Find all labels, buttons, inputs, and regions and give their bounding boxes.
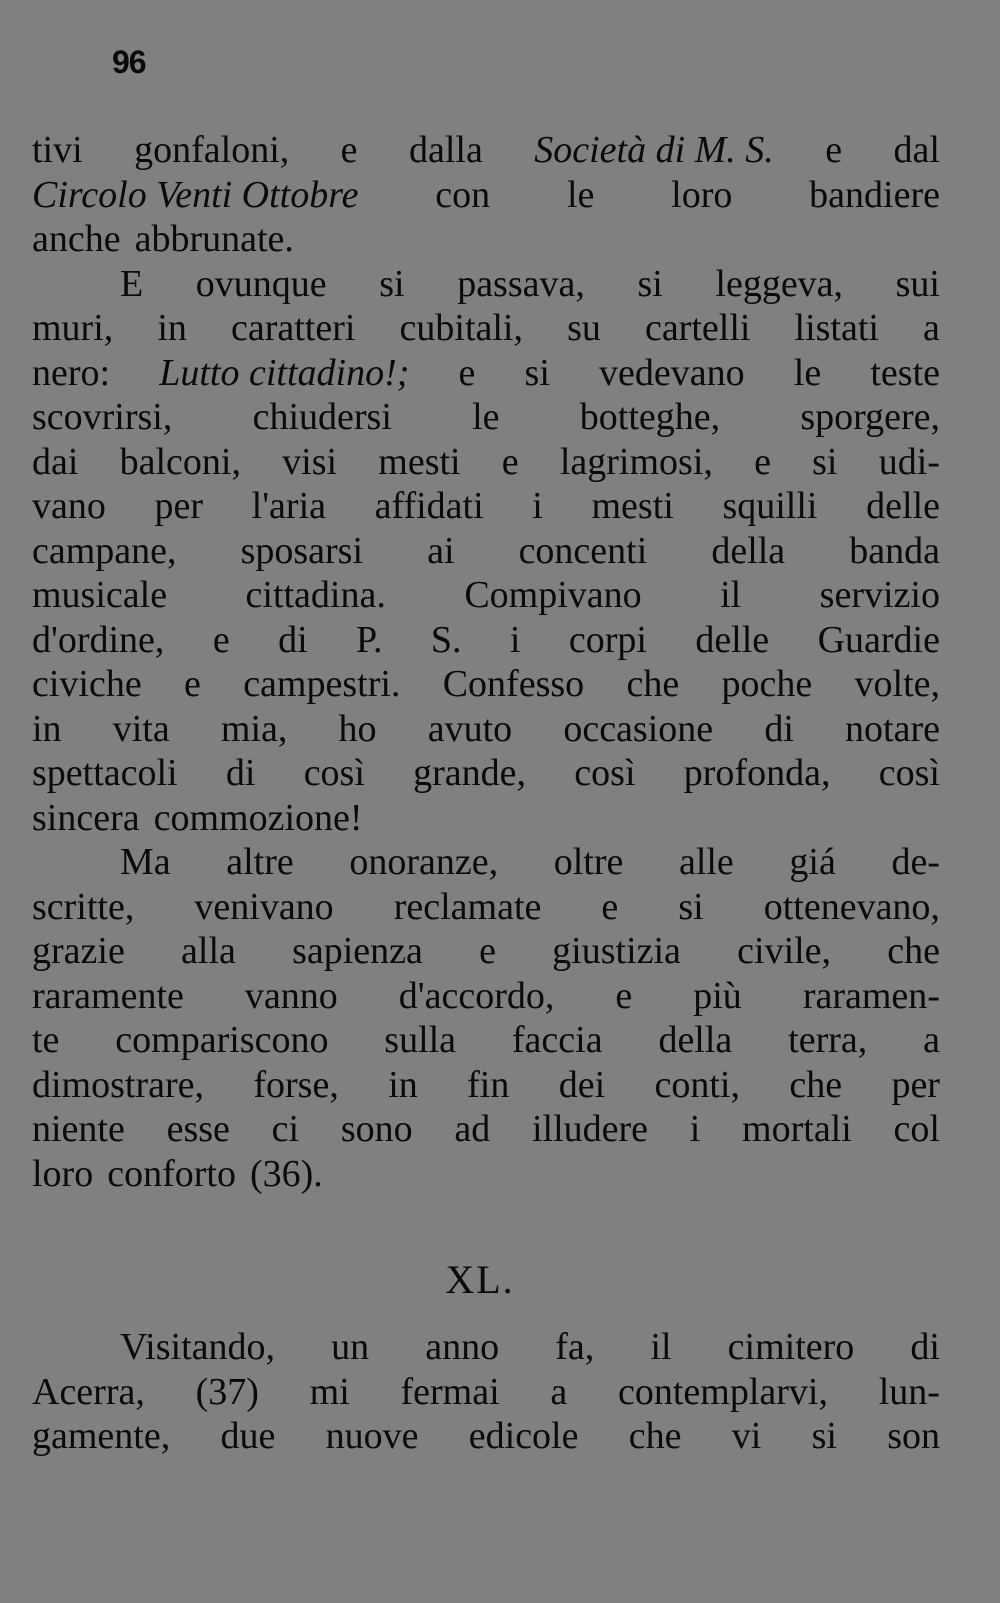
word: che xyxy=(789,1063,843,1106)
word: di xyxy=(225,752,256,794)
word: e xyxy=(212,618,230,661)
word: con xyxy=(435,173,491,216)
word: più xyxy=(693,974,742,1017)
text-line xyxy=(32,751,940,796)
word: e xyxy=(184,663,201,705)
word: a xyxy=(550,1370,568,1413)
word: commozione! xyxy=(153,796,363,839)
word: faccia xyxy=(511,1019,603,1061)
word: in xyxy=(157,307,187,349)
text-line xyxy=(32,351,940,396)
word: musicale xyxy=(32,574,168,616)
word: della xyxy=(711,529,786,572)
word: caratteri xyxy=(231,307,356,349)
word: esse xyxy=(166,1108,230,1150)
word: d'ordine, xyxy=(32,618,165,661)
word: Lutto cittadino!; xyxy=(159,351,410,394)
text-line xyxy=(32,395,940,440)
word: sincera xyxy=(32,796,140,839)
word: forse, xyxy=(253,1063,339,1106)
word: P. xyxy=(356,618,383,661)
word: anno xyxy=(425,1326,500,1368)
word: così xyxy=(878,752,940,794)
word: Circolo Venti Ottobre xyxy=(32,173,359,216)
word: si xyxy=(637,262,663,305)
word: mesti xyxy=(591,485,674,527)
word: e xyxy=(479,930,496,972)
word: mia, xyxy=(220,707,288,750)
word: della xyxy=(658,1019,733,1061)
word: campestri. xyxy=(243,663,401,705)
word: cartelli xyxy=(644,307,751,349)
word: listati xyxy=(794,307,879,349)
word: volte, xyxy=(854,663,940,705)
word: ho xyxy=(338,707,377,750)
word: grande, xyxy=(413,752,527,794)
word: vita xyxy=(112,707,170,750)
word: si xyxy=(678,885,704,928)
word: Confesso xyxy=(442,663,585,705)
word: chiudersi xyxy=(252,396,392,438)
word: così xyxy=(574,752,636,794)
text-line xyxy=(32,217,940,262)
word: lun- xyxy=(878,1370,940,1413)
word: gamente, xyxy=(32,1415,171,1457)
word: e xyxy=(615,974,633,1017)
word: che xyxy=(626,663,680,705)
word: delle xyxy=(866,485,940,527)
word: di xyxy=(910,1326,940,1368)
word: squilli xyxy=(722,485,818,527)
word: si xyxy=(812,440,838,483)
word: anche xyxy=(32,218,121,260)
word: compariscono xyxy=(115,1019,329,1061)
word: e xyxy=(458,351,476,394)
word: scritte, xyxy=(32,885,135,928)
word: venivano xyxy=(194,885,334,928)
word: Guardie xyxy=(817,618,940,661)
word: giá xyxy=(789,841,836,883)
text-line xyxy=(32,1414,940,1459)
word: mi xyxy=(309,1370,350,1413)
word: teste xyxy=(870,351,940,394)
word: col xyxy=(893,1108,940,1150)
section-heading: XL. xyxy=(445,1257,515,1302)
word: d'accordo, xyxy=(398,974,555,1017)
word: cubitali, xyxy=(399,307,523,349)
word: grazie xyxy=(32,930,125,972)
word: mesti xyxy=(378,440,461,483)
word: un xyxy=(331,1326,370,1368)
word: banda xyxy=(849,529,940,572)
word: (36). xyxy=(249,1152,323,1195)
word: per xyxy=(891,1063,940,1106)
word: fermai xyxy=(400,1370,500,1413)
word: dalla xyxy=(408,129,483,171)
word: balconi, xyxy=(119,440,241,483)
word: i xyxy=(532,485,543,527)
text-line xyxy=(32,262,940,307)
word: leggeva, xyxy=(715,262,844,305)
text-line xyxy=(32,306,940,351)
word: a xyxy=(923,307,940,349)
paragraph-1 xyxy=(32,128,940,262)
word: civile, xyxy=(737,930,832,972)
word: altre xyxy=(226,841,294,883)
word: vanno xyxy=(244,974,338,1017)
word: gonfaloni, xyxy=(134,129,290,171)
word: delle xyxy=(695,618,770,661)
word: edicole xyxy=(468,1415,579,1457)
word: fin xyxy=(467,1063,510,1106)
word: nuove xyxy=(325,1415,419,1457)
word: le xyxy=(793,351,822,394)
word: si xyxy=(524,351,550,394)
word: affidati xyxy=(374,485,484,527)
word: si xyxy=(811,1415,837,1457)
word: raramen- xyxy=(802,974,940,1017)
word: giustizia xyxy=(552,930,681,972)
word: passava, xyxy=(457,262,585,305)
word: udi- xyxy=(878,440,940,483)
word: profonda, xyxy=(683,752,831,794)
word: l'aria xyxy=(251,485,327,527)
word: abbrunate. xyxy=(134,218,294,260)
word: vedevano xyxy=(599,351,745,394)
word: son xyxy=(887,1415,940,1457)
word: dal xyxy=(893,129,940,171)
word: tivi xyxy=(32,129,83,171)
word: ovunque xyxy=(195,262,327,305)
word: si xyxy=(379,262,405,305)
word: di xyxy=(764,707,794,750)
word: vano xyxy=(32,485,106,527)
word: sapienza xyxy=(292,930,423,972)
word: i xyxy=(689,1108,701,1150)
text-line xyxy=(32,662,940,707)
word: concenti xyxy=(518,529,648,572)
word: le xyxy=(472,396,500,438)
word: dei xyxy=(558,1063,606,1106)
word: ai xyxy=(427,529,455,572)
word: Visitando, xyxy=(120,1326,275,1368)
word: loro xyxy=(32,1152,94,1195)
page-number: 96 xyxy=(112,44,146,80)
word: di xyxy=(278,618,308,661)
text-line xyxy=(32,840,940,885)
word: che xyxy=(887,930,940,972)
word: Società di M. S. xyxy=(534,129,774,171)
text-line xyxy=(32,173,940,218)
word: civiche xyxy=(32,663,142,705)
word: nero: xyxy=(32,351,111,394)
text-line xyxy=(32,885,940,930)
word: mortali xyxy=(742,1108,852,1150)
word: cimitero xyxy=(727,1326,855,1368)
word: servizio xyxy=(819,574,940,616)
word: i xyxy=(509,618,521,661)
word: così xyxy=(303,752,365,794)
word: oltre xyxy=(553,841,624,883)
text-line xyxy=(32,707,940,752)
word: notare xyxy=(845,707,940,750)
text-line xyxy=(32,1018,940,1063)
word: sulla xyxy=(384,1019,457,1061)
text-line xyxy=(32,484,940,529)
word: illudere xyxy=(531,1108,649,1150)
word: spettacoli xyxy=(32,752,178,794)
text-line xyxy=(32,974,940,1019)
text-line xyxy=(32,1107,940,1152)
word: contemplarvi, xyxy=(618,1370,828,1413)
word: e xyxy=(601,885,619,928)
word: muri, xyxy=(32,307,114,349)
word: conti, xyxy=(654,1063,740,1106)
word: poche xyxy=(721,663,813,705)
text-line xyxy=(32,1152,940,1197)
word: Compivano xyxy=(464,574,642,616)
word: scovrirsi, xyxy=(32,396,173,438)
word: e xyxy=(754,440,771,483)
word: che xyxy=(628,1415,682,1457)
word: per xyxy=(154,485,204,527)
word: visi xyxy=(282,440,338,483)
word: in xyxy=(32,707,62,750)
paragraph-4 xyxy=(32,1325,940,1459)
word: de- xyxy=(891,841,940,883)
word: ci xyxy=(271,1108,300,1150)
word: sporgere, xyxy=(800,396,940,438)
word: ottenevano, xyxy=(763,885,940,928)
word: reclamate xyxy=(393,885,542,928)
word: Acerra, xyxy=(32,1370,145,1413)
word: corpi xyxy=(568,618,647,661)
word: conforto xyxy=(107,1152,236,1195)
text-line xyxy=(32,1370,940,1415)
word: sono xyxy=(340,1108,413,1150)
word: e xyxy=(501,440,519,483)
word: alla xyxy=(181,930,236,972)
word: botteghe, xyxy=(579,396,721,438)
word: Ma xyxy=(120,841,171,883)
word: niente xyxy=(32,1108,125,1150)
word: bandiere xyxy=(809,173,940,216)
word: occasione xyxy=(563,707,714,750)
word: raramente xyxy=(32,974,184,1017)
word: le xyxy=(566,173,595,216)
text-line xyxy=(32,440,940,485)
word: ad xyxy=(454,1108,491,1150)
word: il xyxy=(650,1326,672,1368)
word: campane, xyxy=(32,529,177,572)
text-line xyxy=(32,796,940,841)
text-line xyxy=(32,618,940,663)
text-line xyxy=(32,1325,940,1370)
word: te xyxy=(32,1019,60,1061)
word: dimostrare, xyxy=(32,1063,205,1106)
word: e xyxy=(825,129,843,171)
word: (37) xyxy=(195,1370,259,1413)
word: terra, xyxy=(788,1019,868,1061)
word: sui xyxy=(895,262,940,305)
word: su xyxy=(567,307,601,349)
word: vi xyxy=(731,1415,762,1457)
text-line xyxy=(32,573,940,618)
word: e xyxy=(340,129,358,171)
word: avuto xyxy=(427,707,513,750)
word: E xyxy=(120,262,144,305)
word: loro xyxy=(671,173,733,216)
word: S. xyxy=(430,618,462,661)
text-line xyxy=(32,128,940,173)
word: onoranze, xyxy=(349,841,499,883)
paragraph-3 xyxy=(32,840,940,1196)
word: fa, xyxy=(555,1326,595,1368)
text-line xyxy=(32,929,940,974)
word: a xyxy=(923,1019,940,1061)
word: due xyxy=(220,1415,276,1457)
word: sposarsi xyxy=(240,529,364,572)
word: lagrimosi, xyxy=(559,440,713,483)
word: alle xyxy=(678,841,734,883)
text-line xyxy=(32,529,940,574)
paragraph-2 xyxy=(32,262,940,841)
word: il xyxy=(720,574,742,616)
word: in xyxy=(388,1063,418,1106)
word: dai xyxy=(32,440,79,483)
word: cittadina. xyxy=(245,574,386,616)
text-line xyxy=(32,1063,940,1108)
